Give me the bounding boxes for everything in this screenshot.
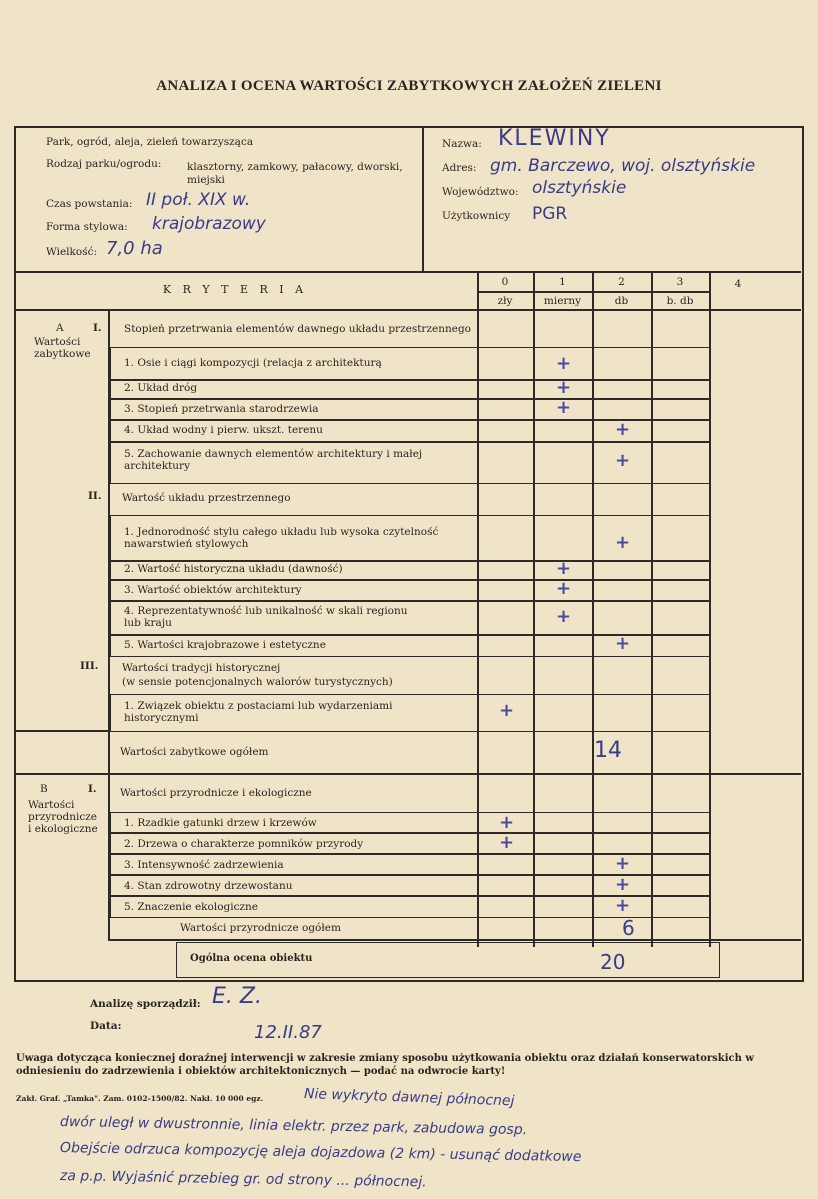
date-value: 12.II.87 — [254, 1022, 322, 1043]
analysis-label: Analizę sporządził: — [90, 998, 201, 1010]
overall-value: 20 — [600, 950, 626, 974]
totalA-label: Wartości zabytkowe ogółem — [120, 746, 269, 758]
groupB1-title: Wartości przyrodnicze i ekologiczne — [120, 787, 312, 799]
header-divider — [422, 128, 424, 271]
printer-info: Zakł. Graf. „Tamka". Zam. 0102-1500/82. Nakł. 10 000 egz. — [16, 1094, 264, 1103]
scale-label-3: b. db — [666, 295, 694, 307]
sectionA-bottom — [16, 773, 801, 775]
sectionB-roman: I. — [88, 783, 97, 795]
size-value: 7,0 ha — [106, 238, 163, 259]
rating-mark-A2-2: + — [556, 558, 572, 579]
rA1-2 — [110, 398, 710, 400]
rowA1-2: 2. Układ dróg — [124, 382, 198, 394]
scale-num-3: 3 — [676, 276, 684, 288]
rating-mark-A1-2: + — [556, 377, 572, 398]
style-label: Forma stylowa: — [46, 221, 128, 233]
scale-label-2: db — [614, 295, 629, 307]
kind-label: Rodzaj parku/ogrodu: — [46, 158, 162, 170]
style-value: krajobrazowy — [152, 214, 266, 234]
rating-mark-B1-2: + — [499, 832, 515, 853]
rating-mark-A2-1: + — [615, 532, 631, 553]
rA2-3 — [110, 600, 710, 602]
header-bottom-line — [16, 271, 801, 273]
sectionA-roman: I. — [93, 322, 102, 334]
scale-num-0: 0 — [501, 276, 509, 288]
rating-mark-A1-3: + — [556, 397, 572, 418]
totalB-label: Wartości przyrodnicze ogółem — [180, 922, 341, 934]
rowA3-1: 1. Związek obiektu z postaciami lub wydarzeniami historycznymi — [124, 700, 393, 724]
rowA2-1: 1. Jednorodność stylu całego układu lub wysoka czytelność nawarstwień stylowych — [124, 526, 439, 550]
criteria-header: K R Y T E R I A — [162, 283, 308, 296]
users-label: Użytkownicy — [442, 210, 511, 222]
name-value: KLEWINY — [498, 126, 611, 151]
handwritten-note-2: dwór uległ w dwustronnie, linia elektr. przez park, zabudowa gosp. — [59, 1114, 528, 1139]
rating-mark-A2-5: + — [615, 633, 631, 654]
scale-num-4: 4 — [734, 278, 742, 290]
sectionB-name: Wartości przyrodnicze i ekologiczne — [28, 799, 98, 835]
rating-mark-A1-1: + — [556, 353, 572, 374]
rating-mark-A1-5: + — [615, 450, 631, 471]
kind-options: klasztorny, zamkowy, pałacowy, dworski, — [187, 161, 403, 173]
address-value: gm. Barczewo, woj. olsztyńskie — [490, 156, 756, 176]
handwritten-note-3: Obejście odrzuca kompozycję aleja dojazdowa (2 km) - usunąć dodatkowe — [59, 1140, 582, 1166]
rating-mark-B1-1: + — [499, 812, 515, 833]
notice: Uwaga dotycząca koniecznej doraźnej interwencji w zakresie zmiany sposobu użytkowania obiektu oraz działań konserwatorskich w odniesieniu do zadrzewienia i obiektów architektonicznych — podać na odwrocie karty! — [16, 1053, 754, 1077]
sectionB-letter: B — [40, 783, 48, 795]
groupA3-roman: III. — [80, 660, 99, 672]
date-label: Data: — [90, 1020, 122, 1032]
rowA2-5: 5. Wartości krajobrazowe i estetyczne — [124, 639, 326, 651]
totalB-value: 6 — [622, 916, 635, 940]
rating-mark-B1-5: + — [615, 895, 631, 916]
groupA2-title: Wartość układu przestrzennego — [122, 492, 291, 504]
scale-mid-line — [477, 291, 709, 293]
kind-options-2: miejski — [187, 174, 225, 186]
rating-mark-A1-4: + — [615, 419, 631, 440]
criteria-header-bottom — [16, 309, 801, 311]
form-title: ANALIZA I OCENA WARTOŚCI ZABYTKOWYCH ZAŁOŻEŃ ZIELENI — [156, 78, 662, 94]
rowB1-1: 1. Rzadkie gatunki drzew i krzewów — [124, 817, 317, 829]
rB1-1 — [110, 832, 710, 834]
origin-label: Czas powstania: — [46, 198, 133, 210]
rowB1-5: 5. Znaczenie ekologiczne — [124, 901, 259, 913]
sectionA-letter: A — [56, 322, 64, 334]
rowB1-3: 3. Intensywność zadrzewienia — [124, 859, 284, 871]
voivodeship-label: Województwo: — [442, 186, 519, 198]
name-label: Nazwa: — [442, 138, 482, 150]
rA2-1 — [110, 560, 710, 562]
groupA3-title-2: (w sensie potencjonalnych walorów turystycznych) — [122, 676, 393, 688]
rA1-1 — [110, 379, 710, 381]
handwritten-note-1: Nie wykryto dawnej północnej — [303, 1086, 515, 1110]
overall-label: Ogólna ocena obiektu — [190, 953, 313, 964]
scale-num-2: 2 — [618, 276, 625, 288]
rowA1-5: 5. Zachowanie dawnych elementów architektury i małej architektury — [124, 448, 423, 472]
origin-value: II poł. XIX w. — [146, 190, 251, 210]
sectionA-name: Wartości zabytkowe — [34, 336, 91, 360]
handwritten-note-4: za p.p. Wyjaśnić przebieg gr. od strony ... północnej. — [59, 1168, 427, 1191]
rating-mark-A2-3: + — [556, 578, 572, 599]
rowA1-4: 4. Układ wodny i pierw. ukszt. terenu — [124, 424, 323, 436]
scale-label-1: mierny — [543, 295, 582, 307]
groupA2-roman: II. — [88, 490, 102, 502]
rating-mark-B1-3: + — [615, 853, 631, 874]
rating-mark-B1-4: + — [615, 874, 631, 895]
rowA1-1: 1. Osie i ciągi kompozycji (relacja z architekturą — [124, 357, 382, 369]
rowA2-3: 3. Wartość obiektów architektury — [124, 584, 302, 596]
scale-label-0: zły — [497, 295, 513, 307]
rowA2-2: 2. Wartość historyczna układu (dawność) — [124, 563, 343, 575]
groupA3-title-1: Wartości tradycji historycznej — [122, 662, 281, 674]
size-label: Wielkość: — [46, 246, 98, 258]
sectionA-sep-1 — [16, 730, 108, 732]
users-value: PGR — [532, 204, 568, 224]
rowA2-4: 4. Reprezentatywność lub unikalność w skali regionu lub kraju — [124, 605, 408, 629]
rating-mark-A3-1: + — [499, 700, 515, 721]
rating-mark-A2-4: + — [556, 606, 572, 627]
voivodeship-value: olsztyńskie — [532, 178, 627, 198]
rA2-2 — [110, 579, 710, 581]
park-type-line: Park, ogród, aleja, zieleń towarzysząca — [46, 136, 254, 148]
totalB-bottom — [108, 939, 801, 941]
rowA1-3: 3. Stopień przetrwania starodrzewia — [124, 403, 319, 415]
totalA-value: 14 — [594, 738, 622, 763]
rowB1-2: 2. Drzewa o charakterze pomników przyrody — [124, 838, 364, 850]
rA1-4 — [110, 441, 710, 443]
scale-num-1: 1 — [559, 276, 566, 288]
groupA1-title: Stopień przetrwania elementów dawnego układu przestrzennego — [124, 323, 471, 335]
analysis-signature: E. Z. — [212, 984, 262, 1009]
rowB1-4: 4. Stan zdrowotny drzewostanu — [124, 880, 293, 892]
address-label: Adres: — [442, 162, 477, 174]
